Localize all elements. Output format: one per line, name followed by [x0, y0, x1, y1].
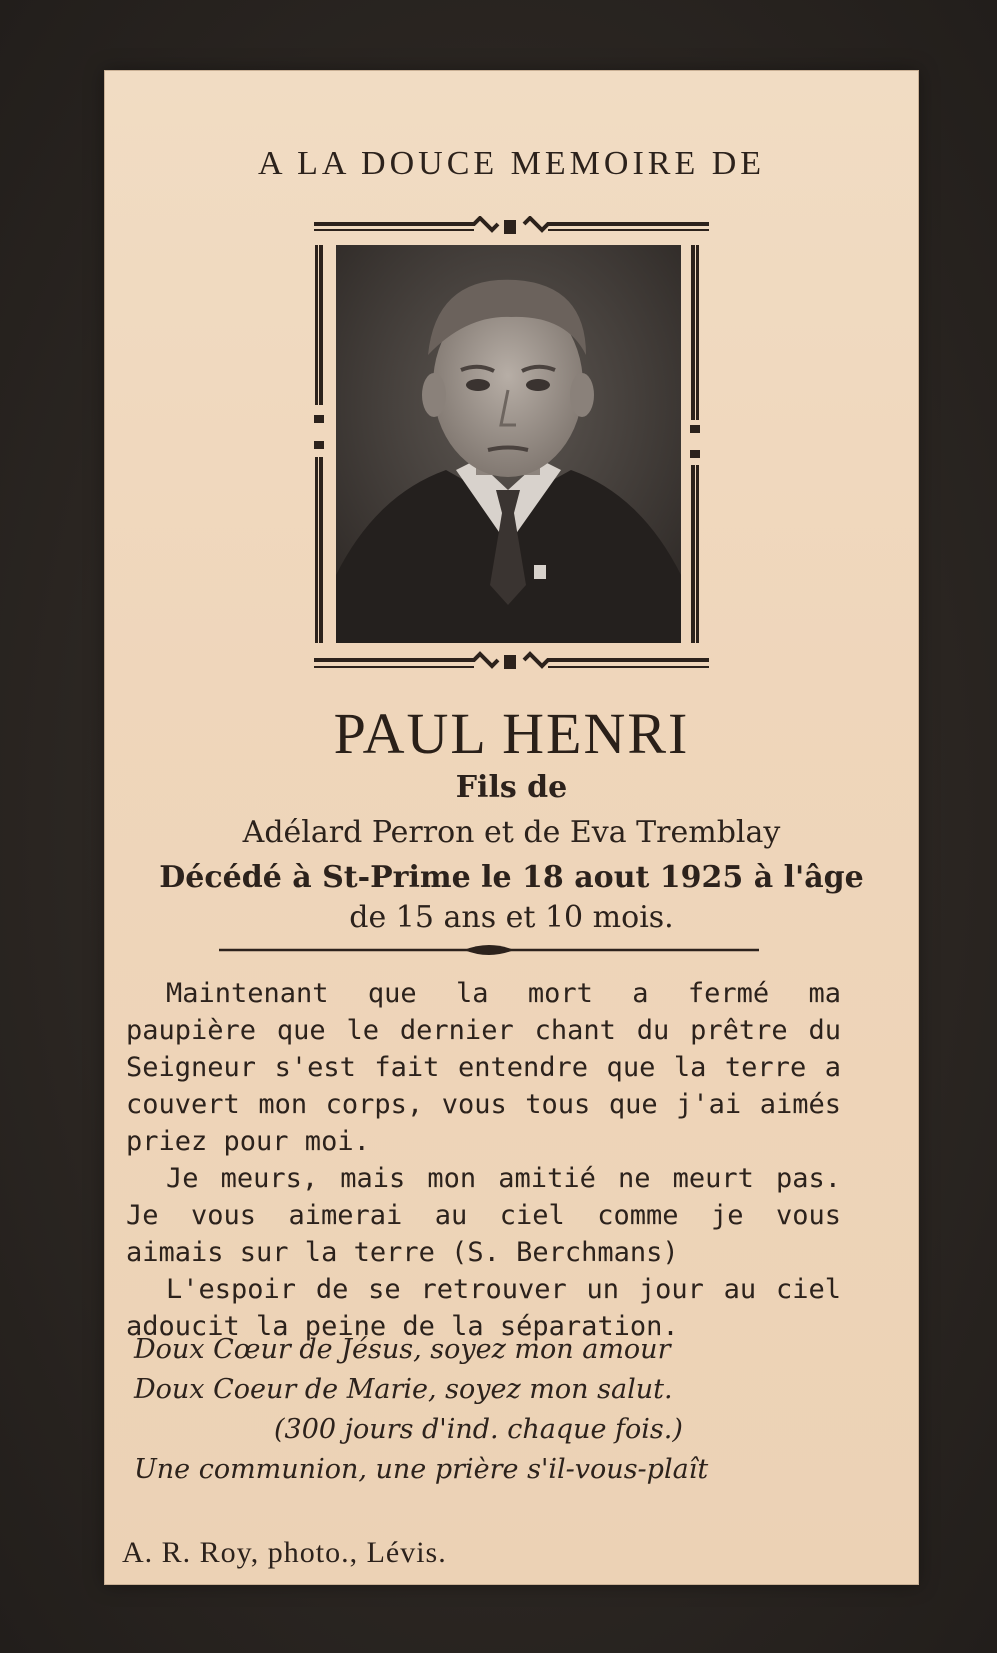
portrait-frame [312, 245, 712, 645]
paragraph-3: L'espoir de se retrouver un jour au ciel adoucit la peine de la séparation. [126, 1274, 841, 1342]
prayer-line-2: Doux Coeur de Marie, soyez mon salut. [134, 1374, 673, 1405]
death-line: Décédé à St-Prime le 18 aout 1925 à l'âge [159, 860, 864, 895]
card-header: A LA DOUCE MEMOIRE DE [257, 145, 766, 182]
prayer-block [134, 1330, 834, 1490]
memorial-card [104, 70, 919, 1585]
communion-request: Une communion, une prière s'il-vous-plaît [134, 1454, 709, 1485]
prayer-line-1: Doux Cœur de Jésus, soyez mon amour [134, 1334, 671, 1365]
age-line: de 15 ans et 10 mois. [349, 900, 674, 935]
diamond-rule-icon [219, 940, 759, 960]
indulgence-line: (300 jours d'ind. chaque fois.) [274, 1414, 683, 1445]
parents-line: Adélard Perron et de Eva Tremblay [242, 815, 781, 850]
ornament-bottom-icon [314, 650, 709, 674]
paragraph-1: Maintenant que la mort a fermé ma paupière que le dernier chant du prêtre du Seigneur s'est fait entendre que la terre a couvert mon corps, vous tous que j'ai aimés priez pour moi. [126, 978, 841, 1157]
photographer-credit: A. R. Roy, photo., Lévis. [122, 1536, 447, 1569]
deceased-name: PAUL HENRI [333, 701, 690, 766]
portrait-icon [336, 245, 681, 643]
frame-bar-right-icon [690, 245, 700, 643]
paragraph-2: Je meurs, mais mon amitié ne meurt pas. Je vous aimerai au ciel comme je vous aimais sur la terre (S. Berchmans) [126, 1163, 841, 1268]
memorial-text [126, 975, 841, 1345]
frame-bar-left-icon [314, 245, 324, 643]
portrait-photo [336, 245, 681, 643]
ornament-top-icon [314, 216, 709, 240]
fils-de-line: Fils de [455, 770, 568, 805]
